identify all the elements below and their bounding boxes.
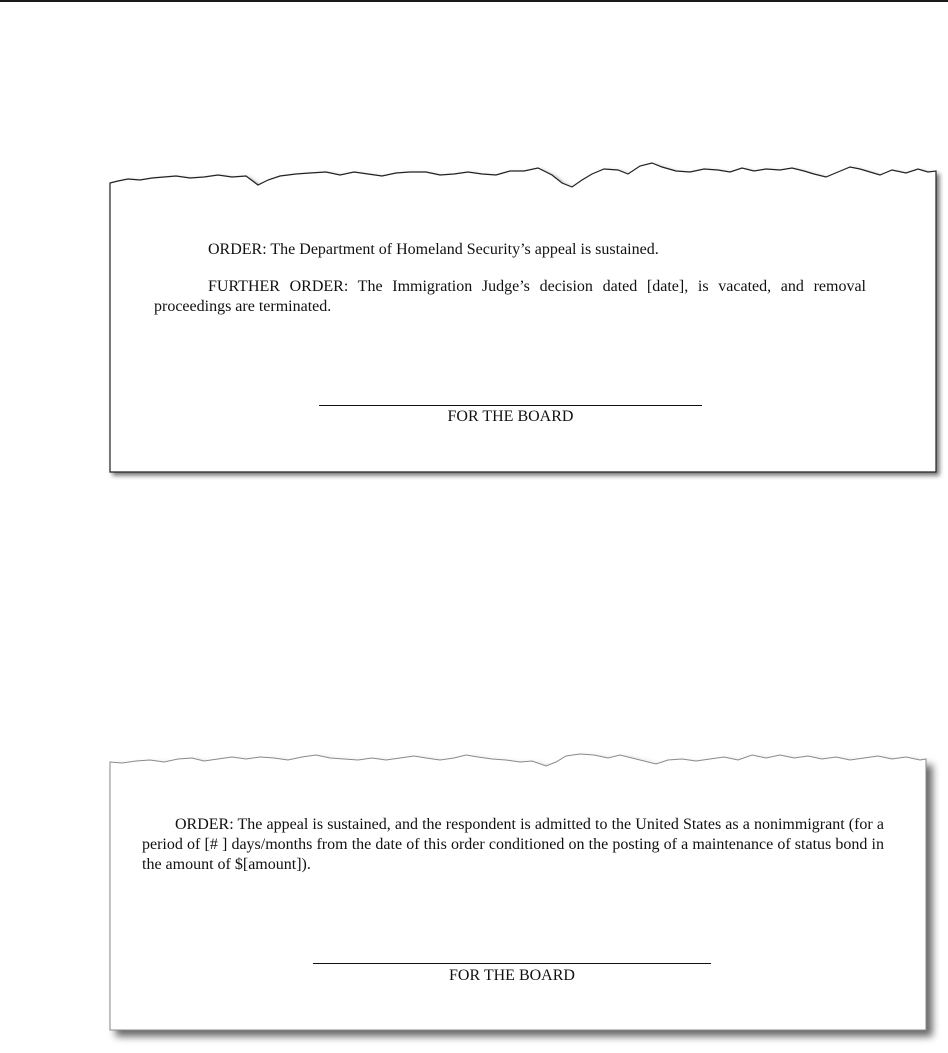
top-rule	[0, 0, 948, 2]
further-order-paragraph: FURTHER ORDER: The Immigration Judge’s decision dated [date], is vacated, and removal proceedings are terminated.	[154, 278, 866, 315]
signature-label: FOR THE BOARD	[449, 967, 575, 984]
signature-line	[319, 405, 702, 406]
torn-paper-frame	[100, 740, 940, 1045]
order-paragraph: ORDER: The Department of Homeland Security’s appeal is sustained.	[208, 241, 659, 258]
document-excerpt-2	[100, 740, 940, 1045]
order-paragraph: ORDER: The appeal is sustained, and the respondent is admitted to the United States as a nonimmigrant (for a period of [# ] days/months from the date of this order conditioned on the posting of a maintenance of status bond in the amount of $[amount]).	[142, 816, 884, 873]
document-excerpt-1	[100, 150, 940, 485]
signature-label: FOR THE BOARD	[447, 408, 574, 425]
torn-paper-frame	[100, 150, 940, 485]
order-text-block	[142, 815, 884, 875]
order-text-block	[154, 240, 866, 317]
signature-line	[313, 963, 711, 964]
